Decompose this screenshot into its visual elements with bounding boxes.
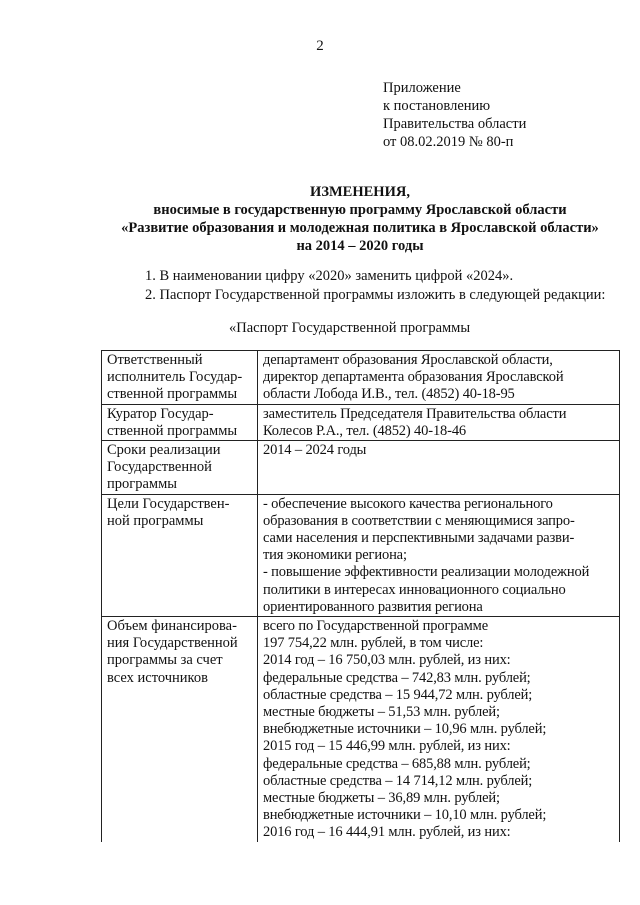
row-value-cell <box>258 494 620 616</box>
appendix-date-line: от 08.02.2019 № 80-п <box>383 134 514 150</box>
row-value-line: - обеспечение высокого качества регионального <box>263 495 553 512</box>
row-value-cell <box>258 441 620 495</box>
table-row <box>102 494 620 616</box>
row-value-cell <box>258 404 620 440</box>
row-value-line: - повышение эффективности реализации молодежной <box>263 564 590 581</box>
row-value-line: 2014 – 2024 годы <box>263 442 367 459</box>
row-label-cell <box>102 404 258 440</box>
row-value-line: 2014 год – 16 750,03 млн. рублей, из них: <box>263 652 511 669</box>
document-title <box>40 183 640 255</box>
row-label-line: Объем финансирова- <box>107 618 237 635</box>
row-value-line: областные средства – 14 714,12 млн. рублей; <box>263 772 533 789</box>
row-label-line: Ответственный <box>107 352 203 368</box>
row-label-line: программы <box>107 476 177 493</box>
table-row <box>102 351 620 405</box>
row-value-cell <box>258 617 620 842</box>
row-value-line: 197 754,22 млн. рублей, в том числе: <box>263 635 484 652</box>
row-value-line: всего по Государственной программе <box>263 618 488 635</box>
passport-table <box>101 350 620 842</box>
row-label-line: ной программы <box>107 512 204 529</box>
row-value-line: области Лобода И.В., тел. (4852) 40-18-95 <box>263 386 515 403</box>
row-value-line: 2016 год – 16 444,91 млн. рублей, из них: <box>263 824 511 841</box>
row-value-line: внебюджетные источники – 10,96 млн. рублей; <box>263 721 547 738</box>
appendix-line: Приложение <box>383 80 461 96</box>
row-value-line: департамент образования Ярославской области, <box>263 352 553 368</box>
table-row <box>102 617 620 842</box>
row-label-line: ственной программы <box>107 422 238 439</box>
appendix-line: Правительства области <box>383 116 527 132</box>
title-line: «Развитие образования и молодежная политика в Ярославской области» <box>121 220 599 236</box>
row-label-cell <box>102 351 258 405</box>
row-value-line: сами населения и перспективными задачами разви- <box>263 530 575 547</box>
row-value-line: ориентированного развития региона <box>263 598 483 615</box>
row-label-line: Цели Государствен- <box>107 495 230 512</box>
row-value-line: внебюджетные источники – 10,10 млн. рублей; <box>263 807 547 824</box>
title-line: на 2014 – 2020 годы <box>296 238 424 254</box>
appendix-block <box>383 79 526 151</box>
intro-item: 1. В наименовании цифру «2020» заменить цифрой «2024». <box>145 268 514 284</box>
row-value-line: местные бюджеты – 51,53 млн. рублей; <box>263 704 500 721</box>
title-line: ИЗМЕНЕНИЯ, <box>310 184 410 200</box>
row-value-line: политики в интересах инновационного социально <box>263 581 566 598</box>
row-value-line: Колесов Р.А., тел. (4852) 40-18-46 <box>263 422 467 439</box>
row-label-line: исполнитель Государ- <box>107 369 243 386</box>
row-value-line: местные бюджеты – 36,89 млн. рублей; <box>263 790 500 807</box>
row-label-cell <box>102 441 258 495</box>
row-label-line: Куратор Государ- <box>107 405 214 422</box>
row-value-line: федеральные средства – 685,88 млн. рублей; <box>263 755 531 772</box>
row-label-line: Государственной <box>107 459 212 476</box>
row-value-line: директор департамента образования Ярославской <box>263 369 564 386</box>
row-value-line: образования в соответствии с меняющимися запро- <box>263 512 575 529</box>
row-value-line: 2015 год – 15 446,99 млн. рублей, из них: <box>263 738 511 755</box>
intro-item: 2. Паспорт Государственной программы изложить в следующей редакции: <box>145 287 606 303</box>
page-number: 2 <box>316 38 324 54</box>
row-value-cell <box>258 351 620 405</box>
row-label-line: ственной программы <box>107 386 238 403</box>
row-label-cell <box>102 494 258 616</box>
row-label-line: ния Государственной <box>107 635 238 652</box>
row-value-line: тия экономики региона; <box>263 547 407 564</box>
row-label-line: Сроки реализации <box>107 442 221 459</box>
table-row <box>102 404 620 440</box>
intro-list <box>145 267 605 305</box>
table-row <box>102 441 620 495</box>
row-label-line: всех источников <box>107 669 208 686</box>
row-value-line: заместитель Председателя Правительства области <box>263 405 567 422</box>
row-label-line: программы за счет <box>107 652 223 669</box>
row-label-cell <box>102 617 258 842</box>
row-value-line: областные средства – 15 944,72 млн. рублей; <box>263 686 533 703</box>
row-value-line: федеральные средства – 742,83 млн. рублей; <box>263 669 531 686</box>
title-line: вносимые в государственную программу Ярославской области <box>153 202 567 218</box>
passport-heading: «Паспорт Государственной программы <box>229 320 471 336</box>
appendix-line: к постановлению <box>383 98 491 114</box>
